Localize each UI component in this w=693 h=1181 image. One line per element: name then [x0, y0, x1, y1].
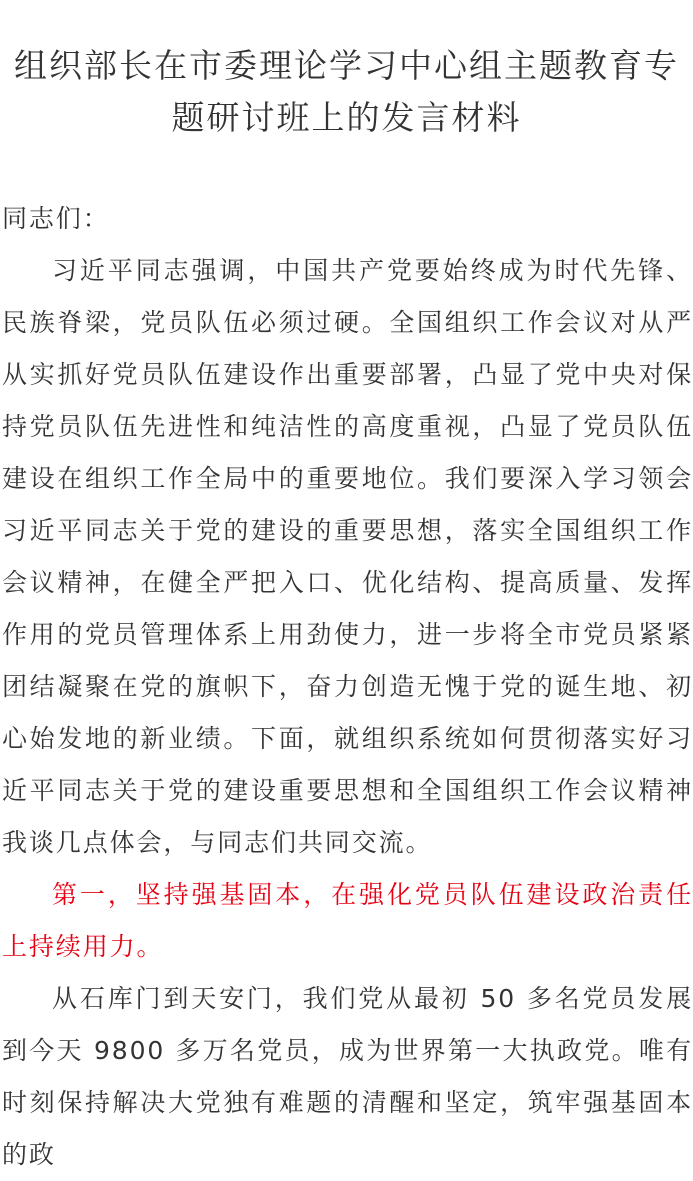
intro-paragraph: 习近平同志强调，中国共产党要始终成为时代先锋、民族脊梁，党员队伍必须过硬。全国组织工作会议对从严从实抓好党员队伍建设作出重要部署，凸显了党中央对保持党员队伍先进性和纯洁性的高度重视，凸显了党员队伍建设在组织工作全局中的重要地位。我们要深入学习领会习近平同志关于党的建设的重要思想，落实全国组织工作会议精神，在健全严把入口、优化结构、提高质量、发挥作用的党员管理体系上用劲使力，进一步将全市党员紧紧团结凝聚在党的旗帜下，奋力创造无愧于党的诞生地、初心始发地的新业绩。下面，就组织系统如何贯彻落实好习近平同志关于党的建设重要思想和全国组织工作会议精神我谈几点体会，与同志们共同交流。: [2, 256, 693, 857]
article-body: [0, 193, 693, 1181]
section-paragraph: 从石库门到天安门，我们党从最初 50 多名党员发展到今天 9800 多万名党员，成为世界第一大执政党。唯有时刻保持解决大党独有难题的清醒和坚定，筑牢强基固本的政: [2, 984, 693, 1169]
section-heading: 第一，坚持强基固本，在强化党员队伍建设政治责任上持续用力。: [2, 880, 693, 961]
salutation: 同志们：: [2, 204, 110, 233]
article-title: 组织部长在市委理论学习中心组主题教育专题研讨班上的发言材料: [14, 46, 679, 137]
